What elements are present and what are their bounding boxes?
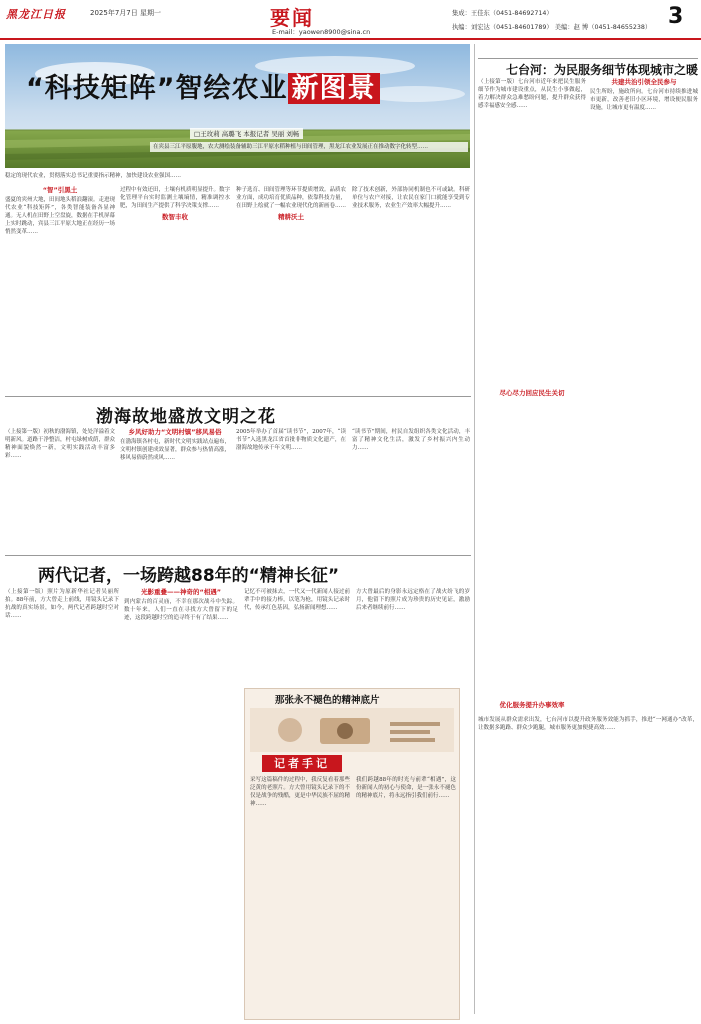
bottom-subhead-1: 光影重叠——神奇的“相遇” <box>140 588 222 596</box>
lead-subhead-2: 数智丰收 <box>162 213 188 222</box>
bottom-column-2-text: 到内蒙古的百灵庙，不幸在那次战斗中失踪。数十年来，人们一直在寻找方大曾留下的足迹，这段跨越时空的追寻终于有了结果…… <box>124 599 238 622</box>
lead-column-2-text: 过程中有效还田，土壤有机质明显提升。数字化管理平台实时监测土壤墒情，精准调控水肥，为田间生产提供了科学决策支撑…… <box>120 187 230 210</box>
lead-subhead-1: “智”引黑土 <box>42 186 78 194</box>
right-subhead-3: 优化服务提升办事效率 <box>499 701 565 709</box>
middle-top-rule <box>5 396 471 397</box>
middle-column-3 <box>236 428 346 548</box>
lead-column-4-text: 除了技术创新，外部协同机制也不可或缺。科研单位与农户对接，让农民在家门口就能享受到专业技术服务，农业生产效率大幅提升…… <box>352 187 470 210</box>
lead-column-4 <box>352 186 470 386</box>
section-email: E-mail：yaowen8900@sina.cn <box>272 28 371 36</box>
section-title: 要闻 <box>270 6 314 30</box>
bottom-column-3-text: 记忆不可被抹去，一代又一代新闻人接过前辈手中的接力棒，以笔为枪，用镜头记录时代，传承红色基因，弘扬新闻理想…… <box>244 589 350 612</box>
middle-column-4-text: “读书节”期间，村民自发组织各类文化活动，丰富了精神文化生活，激发了乡村振兴内生动力…… <box>352 429 470 452</box>
lead-headline-highlight: 新图景 <box>288 73 380 104</box>
bottom-headline: 两代记者，一场跨越88年的“精神长征” <box>38 566 340 586</box>
lead-byline: □王玫莉 高璐飞 本报记者 吴丽 刘畅 <box>190 128 303 139</box>
reporter-notes-column-1-text: 采写这篇稿件的过程中，我反复看着那些泛黄的老照片。方大曾用镜头记录下的不仅是战争的残酷，更是中华民族不屈的精神…… <box>250 777 350 808</box>
middle-column-1 <box>5 428 115 548</box>
lead-column-1 <box>5 186 115 386</box>
lead-column-3-text: 种子选育、田间管理等环节提质增效。品质农业方面，成功培育优质品种，依靠科技力量，在田野上绘就了一幅农业现代化的新画卷…… <box>236 187 346 210</box>
right-column-2 <box>590 78 698 378</box>
right-subhead-2: 尽心尽力回应民生关切 <box>499 389 565 397</box>
reporter-notes-column-2 <box>356 776 456 1014</box>
lead-intro: 稳定的现代农业，贯彻落实总书记重要指示精神，加快建设农业强国…… <box>5 173 182 179</box>
middle-headline: 渤海故地盛放文明之花 <box>96 407 276 427</box>
lead-column-2 <box>120 186 230 386</box>
right-column-divider <box>474 44 475 1014</box>
bottom-column-2 <box>124 588 238 1018</box>
middle-subhead-1: 乡风好助力“文明村镇”移风易俗 <box>128 428 222 436</box>
page-number: 3 <box>668 4 684 29</box>
lead-column-1-text: 盛夏的宾州大地，田间地头稻浪翻滚。走进现代农业“科技矩阵”，各类智能装备各显神通。无人机在田野上空盘旋，数据在手机屏幕上实时跳动，宾县三江平原大地正在经历一场悄然变革…… <box>5 197 115 236</box>
lead-subhead-3: 精耕沃土 <box>278 213 304 222</box>
middle-column-4 <box>352 428 470 548</box>
reporter-notes-label: 记者手记 <box>262 755 342 772</box>
newspaper-brand: 黑龙江日报 <box>6 8 66 21</box>
middle-column-3-text: 2005年举办了首届“读书节”，2007年，“读书节”入选黑龙江省首批非物质文化遗产，在渤海故地传承千年文明…… <box>236 429 346 452</box>
middle-column-1-text: （上接第一版）初秋的渤海镇，处处洋溢着文明新风。道路干净整洁，村屯绿树成荫，群众精神面貌焕然一新，文明实践活动丰富多彩…… <box>5 429 115 460</box>
editor-line-2: 执编：刘宏达（0451-84601789） 美编：赵 博（0451-84655238） <box>452 24 652 31</box>
lead-column-3 <box>236 186 346 386</box>
issue-date: 2025年7月7日 星期一 <box>90 9 161 17</box>
reporter-notes-column-1 <box>250 776 350 1014</box>
right-column-3 <box>478 716 698 1016</box>
editor-line-1: 集成：王佳东（0451-84692714） <box>452 10 553 17</box>
bottom-column-4 <box>356 588 470 682</box>
right-subhead-1: 共建共治引领全民参与 <box>611 78 677 86</box>
right-column-1-text: （上接第一版）七台河市近年来把民生服务细节作为城市建设重点，从民生小事做起，着力解决群众急难愁盼问题，提升群众获得感幸福感安全感…… <box>478 79 586 110</box>
bottom-column-3 <box>244 588 350 682</box>
middle-column-2 <box>120 428 230 548</box>
right-column-3-text: 城市发展从群众需求出发，七台河市以提升政务服务效能为抓手，推进“一网通办”改革，让数据多跑路、群众少跑腿，城市服务更加便捷高效…… <box>478 717 698 732</box>
bottom-column-1-text: （上接第一版）照片为原新华社记者吴丽所拍。88年前，方大曾走上前线，用镜头记录下抗战的真实场景，如今，两代记者跨越时空对话…… <box>5 589 119 620</box>
reporter-notes-title: 那张永不褪色的精神底片 <box>275 695 380 706</box>
lead-headline-prefix: “科技矩阵”智绘农业 <box>26 73 288 104</box>
bottom-column-4-text: 方大曾最后的身影永远定格在了战火纷飞的岁月，他留下的照片成为珍贵的历史见证，激励后来者继续前行…… <box>356 589 470 612</box>
masthead <box>0 0 701 40</box>
middle-column-2-text: 在渤海镇各村屯，新时代文明实践站点遍布，文明村镇创建成效显著，群众参与热情高涨，移风易俗蔚然成风…… <box>120 439 230 462</box>
right-column-2-text: 民生所盼，施政所向。七台河市持续推进城市更新，改善老旧小区环境，增设便民服务设施，让城市更有温度…… <box>590 89 698 112</box>
reporter-notes-illustration <box>250 708 454 752</box>
lead-caption: 在宾县三江平原腹地，农大测绘装备辅助三江平原水稻种植与田间管理，黑龙江农业发展正在推动数字化转型…… <box>150 142 468 152</box>
bottom-column-1 <box>5 588 119 1018</box>
bottom-top-rule <box>5 555 471 556</box>
reporter-notes-column-2-text: 我们跨越88年的时光与前辈“相遇”，这份新闻人的初心与使命，是一张永不褪色的精神底片，将永远指引我们前行…… <box>356 777 456 800</box>
lead-headline <box>26 66 380 105</box>
right-article-title: 七台河：为民服务细节体现城市之暖 <box>478 58 698 78</box>
right-column-1 <box>478 78 586 378</box>
